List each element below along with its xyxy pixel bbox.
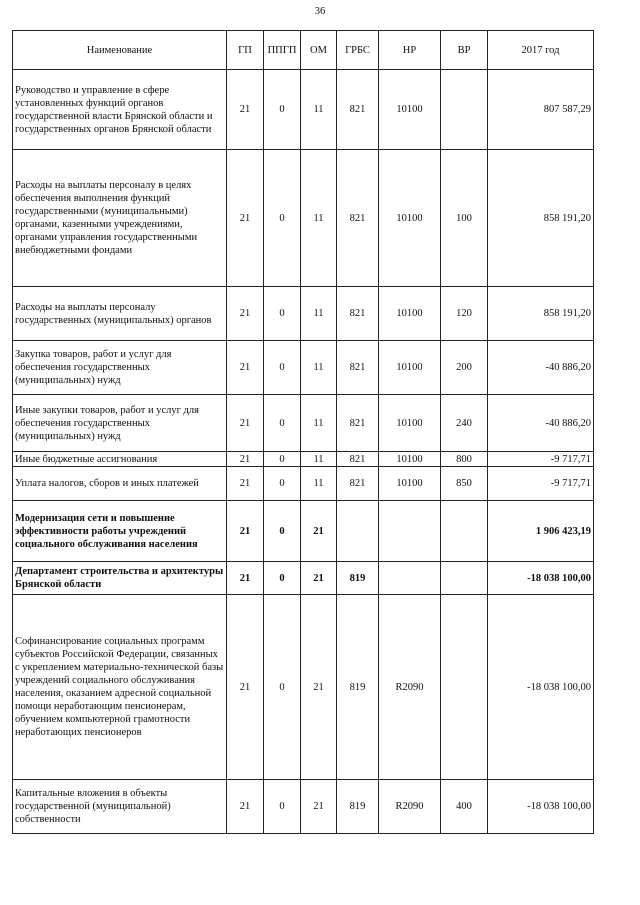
row-gp: 21 [227, 780, 264, 834]
row-grbs: 819 [337, 780, 379, 834]
row-vr [441, 595, 488, 780]
row-om: 11 [301, 452, 337, 467]
row-amount: -18 038 100,00 [488, 780, 594, 834]
header-ppgp: ППГП [264, 31, 301, 70]
row-grbs [337, 501, 379, 562]
row-vr: 400 [441, 780, 488, 834]
row-np: 10100 [379, 467, 441, 501]
row-gp: 21 [227, 70, 264, 150]
row-om: 11 [301, 150, 337, 287]
page-number: 36 [314, 6, 326, 17]
row-ppgp: 0 [264, 287, 301, 341]
table-row [13, 341, 594, 395]
row-amount: -9 717,71 [488, 467, 594, 501]
row-om: 11 [301, 70, 337, 150]
row-np [379, 562, 441, 595]
row-vr [441, 70, 488, 150]
row-name: Иные бюджетные ассигнования [13, 452, 227, 467]
row-vr: 120 [441, 287, 488, 341]
row-amount: -9 717,71 [488, 452, 594, 467]
row-np: 10100 [379, 452, 441, 467]
row-name: Уплата налогов, сборов и иных платежей [13, 467, 227, 501]
row-np: 10100 [379, 70, 441, 150]
header-vr: ВР [441, 31, 488, 70]
row-name: Модернизация сети и повышение эффективности работы учреждений социального обслуживания населения [13, 501, 227, 562]
row-ppgp: 0 [264, 780, 301, 834]
row-vr: 800 [441, 452, 488, 467]
row-amount: 858 191,20 [488, 287, 594, 341]
row-ppgp: 0 [264, 70, 301, 150]
table-row [13, 452, 594, 467]
table-row [13, 595, 594, 780]
table-row [13, 467, 594, 501]
row-amount: -18 038 100,00 [488, 562, 594, 595]
table-row [13, 780, 594, 834]
row-np: 10100 [379, 150, 441, 287]
row-om: 11 [301, 287, 337, 341]
row-np [379, 501, 441, 562]
row-grbs: 821 [337, 341, 379, 395]
row-np: 10100 [379, 341, 441, 395]
row-name: Департамент строительства и архитектуры Брянской области [13, 562, 227, 595]
table-row [13, 562, 594, 595]
row-vr: 850 [441, 467, 488, 501]
row-grbs: 819 [337, 562, 379, 595]
header-om: ОМ [301, 31, 337, 70]
header-grbs: ГРБС [337, 31, 379, 70]
row-gp: 21 [227, 501, 264, 562]
row-om: 21 [301, 562, 337, 595]
row-gp: 21 [227, 395, 264, 452]
header-gp: ГП [227, 31, 264, 70]
row-om: 11 [301, 395, 337, 452]
row-ppgp: 0 [264, 452, 301, 467]
row-grbs: 821 [337, 452, 379, 467]
row-np: R2090 [379, 780, 441, 834]
row-gp: 21 [227, 467, 264, 501]
row-np: R2090 [379, 595, 441, 780]
row-ppgp: 0 [264, 595, 301, 780]
row-amount: -18 038 100,00 [488, 595, 594, 780]
row-vr: 200 [441, 341, 488, 395]
row-grbs: 821 [337, 150, 379, 287]
row-om: 21 [301, 780, 337, 834]
row-amount: 807 587,29 [488, 70, 594, 150]
row-ppgp: 0 [264, 467, 301, 501]
row-amount: -40 886,20 [488, 341, 594, 395]
budget-table [12, 30, 594, 834]
header-name: Наименование [13, 31, 227, 70]
table-header-row [13, 31, 594, 70]
row-grbs: 819 [337, 595, 379, 780]
row-om: 11 [301, 341, 337, 395]
row-name: Иные закупки товаров, работ и услуг для обеспечения государственных (муниципальных) нужд [13, 395, 227, 452]
row-name: Закупка товаров, работ и услуг для обеспечения государственных (муниципальных) нужд [13, 341, 227, 395]
table-row [13, 287, 594, 341]
row-gp: 21 [227, 287, 264, 341]
row-name: Руководство и управление в сфере установленных функций органов государственной власти Брянской области и государственных органов Брянской области [13, 70, 227, 150]
row-grbs: 821 [337, 70, 379, 150]
row-gp: 21 [227, 452, 264, 467]
row-gp: 21 [227, 595, 264, 780]
row-grbs: 821 [337, 467, 379, 501]
row-ppgp: 0 [264, 562, 301, 595]
row-ppgp: 0 [264, 395, 301, 452]
row-om: 21 [301, 595, 337, 780]
row-name: Капитальные вложения в объекты государственной (муниципальной) собственности [13, 780, 227, 834]
row-np: 10100 [379, 395, 441, 452]
row-gp: 21 [227, 341, 264, 395]
row-gp: 21 [227, 562, 264, 595]
row-gp: 21 [227, 150, 264, 287]
table-row [13, 150, 594, 287]
row-amount: -40 886,20 [488, 395, 594, 452]
row-ppgp: 0 [264, 150, 301, 287]
row-vr [441, 562, 488, 595]
row-np: 10100 [379, 287, 441, 341]
row-amount: 858 191,20 [488, 150, 594, 287]
row-ppgp: 0 [264, 501, 301, 562]
row-amount: 1 906 423,19 [488, 501, 594, 562]
row-ppgp: 0 [264, 341, 301, 395]
table-row [13, 70, 594, 150]
table-row [13, 501, 594, 562]
row-vr: 240 [441, 395, 488, 452]
row-om: 11 [301, 467, 337, 501]
header-year: 2017 год [488, 31, 594, 70]
row-name: Расходы на выплаты персоналу в целях обеспечения выполнения функций государственными (муниципальными) органами, казенными учреждениями, органами управления государственными внебюджетными фондами [13, 150, 227, 287]
row-name: Софинансирование социальных программ субъектов Российской Федерации, связанных с укреплением материально-технической базы учреждений социального обслуживания населения, оказанием адресной социальной помощи неработающим пенсионерам, обучением компьютерной грамотности неработающих пенсионеров [13, 595, 227, 780]
header-np: НР [379, 31, 441, 70]
row-grbs: 821 [337, 287, 379, 341]
row-grbs: 821 [337, 395, 379, 452]
row-om: 21 [301, 501, 337, 562]
row-vr: 100 [441, 150, 488, 287]
table-row [13, 395, 594, 452]
row-vr [441, 501, 488, 562]
row-name: Расходы на выплаты персоналу государственных (муниципальных) органов [13, 287, 227, 341]
